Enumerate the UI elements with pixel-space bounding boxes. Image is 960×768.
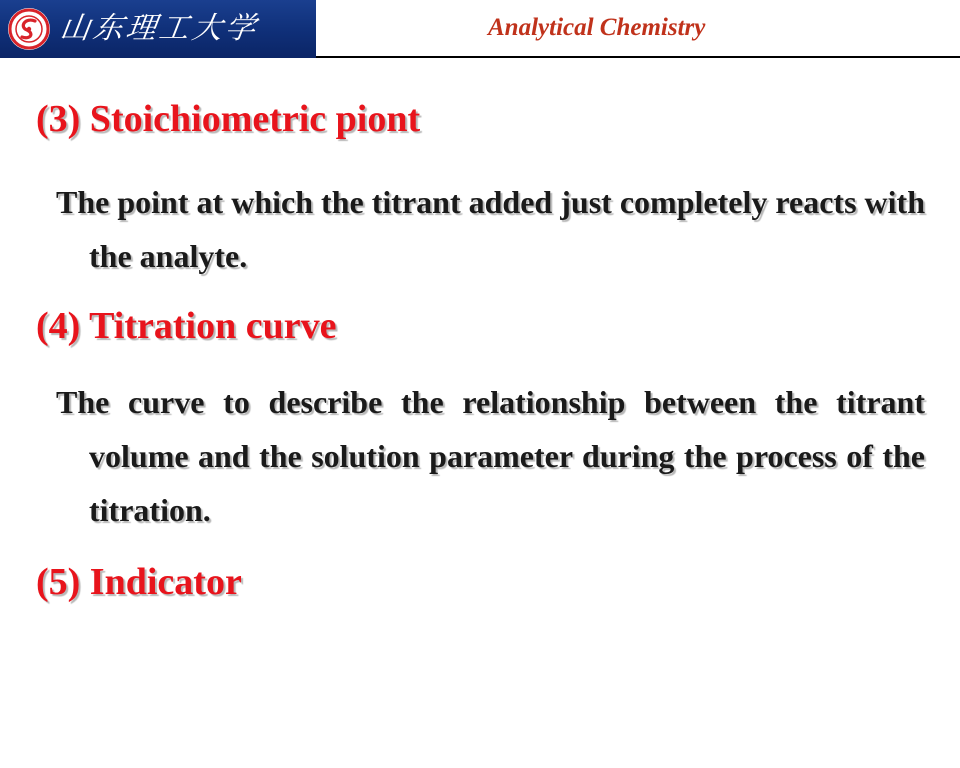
definition-stoichiometric-point: The point at which the titrant added just completely reacts with the analyte.: [56, 184, 925, 274]
course-title: Analytical Chemistry: [488, 14, 706, 41]
university-name: 山东理工大学: [57, 11, 261, 46]
heading-titration-curve: (4) Titration curve: [36, 305, 337, 347]
heading-indicator: (5) Indicator: [36, 561, 242, 603]
definition-titration-curve: The curve to describe the relationship between the titrant volume and the solution parameter during the process of the titration.: [56, 384, 925, 528]
heading-stoichiometric-point: (3) Stoichiometric piont: [36, 98, 421, 140]
